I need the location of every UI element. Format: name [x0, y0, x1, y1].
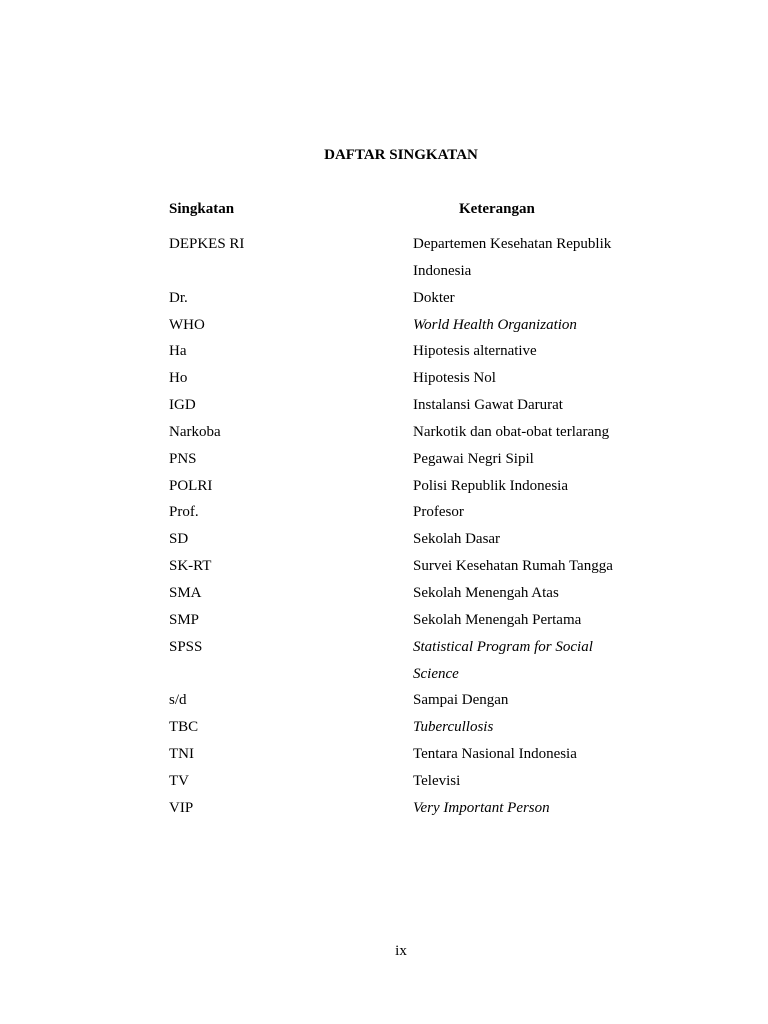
- abbreviation-term: WHO: [169, 316, 205, 333]
- list-item: [169, 312, 629, 339]
- list-item: [169, 687, 629, 714]
- list-item: [169, 714, 629, 741]
- abbreviation-description: Profesor: [413, 504, 464, 521]
- abbreviation-description: Survei Kesehatan Rumah Tangga: [413, 558, 613, 575]
- list-item: [169, 553, 629, 580]
- page-number: ix: [395, 943, 407, 959]
- list-item: [169, 499, 629, 526]
- list-item: [169, 768, 629, 795]
- abbreviation-description: Tubercullosis: [413, 719, 494, 736]
- abbreviation-description: World Health Organization: [413, 316, 577, 333]
- page-title: DAFTAR SINGKATAN: [324, 147, 478, 163]
- abbreviation-description: Dokter: [413, 289, 455, 306]
- abbreviation-term: TV: [169, 772, 189, 789]
- abbreviation-term: SK-RT: [169, 558, 212, 575]
- list-item: [169, 634, 629, 688]
- abbreviation-term: Prof.: [169, 504, 199, 521]
- abbreviation-term: IGD: [169, 397, 196, 414]
- abbreviation-term: Ha: [169, 343, 187, 360]
- abbreviation-term: Ho: [169, 370, 188, 387]
- abbreviation-description: Televisi: [413, 772, 461, 789]
- list-item: [169, 338, 629, 365]
- abbreviation-term: TBC: [169, 719, 199, 736]
- list-item: [169, 607, 629, 634]
- abbreviation-description: Sekolah Dasar: [413, 531, 501, 548]
- abbreviation-term: DEPKES RI: [169, 236, 245, 252]
- list-item: [169, 231, 629, 285]
- abbreviation-term: Narkoba: [169, 423, 221, 440]
- abbreviation-list: [169, 231, 629, 822]
- abbreviation-description: Sampai Dengan: [413, 692, 509, 709]
- abbreviation-description: Tentara Nasional Indonesia: [413, 746, 577, 763]
- column-header-abbreviation: Singkatan: [169, 201, 235, 217]
- abbreviation-description: Pegawai Negri Sipil: [413, 450, 534, 467]
- abbreviation-description: Statistical Program for Social Science: [413, 638, 593, 682]
- abbreviation-description: Hipotesis alternative: [413, 343, 537, 360]
- list-item: [169, 526, 629, 553]
- abbreviation-term: Dr.: [169, 289, 188, 306]
- abbreviation-term: VIP: [169, 799, 194, 816]
- abbreviation-description: Sekolah Menengah Atas: [413, 584, 559, 601]
- abbreviation-description: Narkotik dan obat-obat terlarang: [413, 423, 610, 440]
- list-item: [169, 795, 629, 822]
- abbreviation-term: SPSS: [169, 638, 203, 655]
- list-item: [169, 419, 629, 446]
- abbreviation-description: Departemen Kesehatan Republik Indonesia: [413, 236, 612, 279]
- list-item: [169, 580, 629, 607]
- list-item: [169, 285, 629, 312]
- abbreviation-term: SD: [169, 531, 189, 548]
- abbreviation-term: POLRI: [169, 477, 213, 494]
- list-item: [169, 446, 629, 473]
- list-item: [169, 365, 629, 392]
- list-item: [169, 392, 629, 419]
- abbreviation-description: Hipotesis Nol: [413, 370, 496, 387]
- abbreviation-description: Very Important Person: [413, 799, 550, 816]
- abbreviation-term: s/d: [169, 692, 187, 709]
- abbreviation-description: Sekolah Menengah Pertama: [413, 611, 582, 628]
- column-header-description: Keterangan: [459, 201, 535, 217]
- abbreviation-description: Instalansi Gawat Darurat: [413, 397, 563, 414]
- abbreviation-description: Polisi Republik Indonesia: [413, 477, 568, 494]
- abbreviation-term: TNI: [169, 746, 194, 763]
- abbreviation-term: SMP: [169, 611, 200, 628]
- abbreviation-term: PNS: [169, 450, 197, 467]
- list-item: [169, 473, 629, 500]
- list-item: [169, 741, 629, 768]
- abbreviation-term: SMA: [169, 584, 202, 601]
